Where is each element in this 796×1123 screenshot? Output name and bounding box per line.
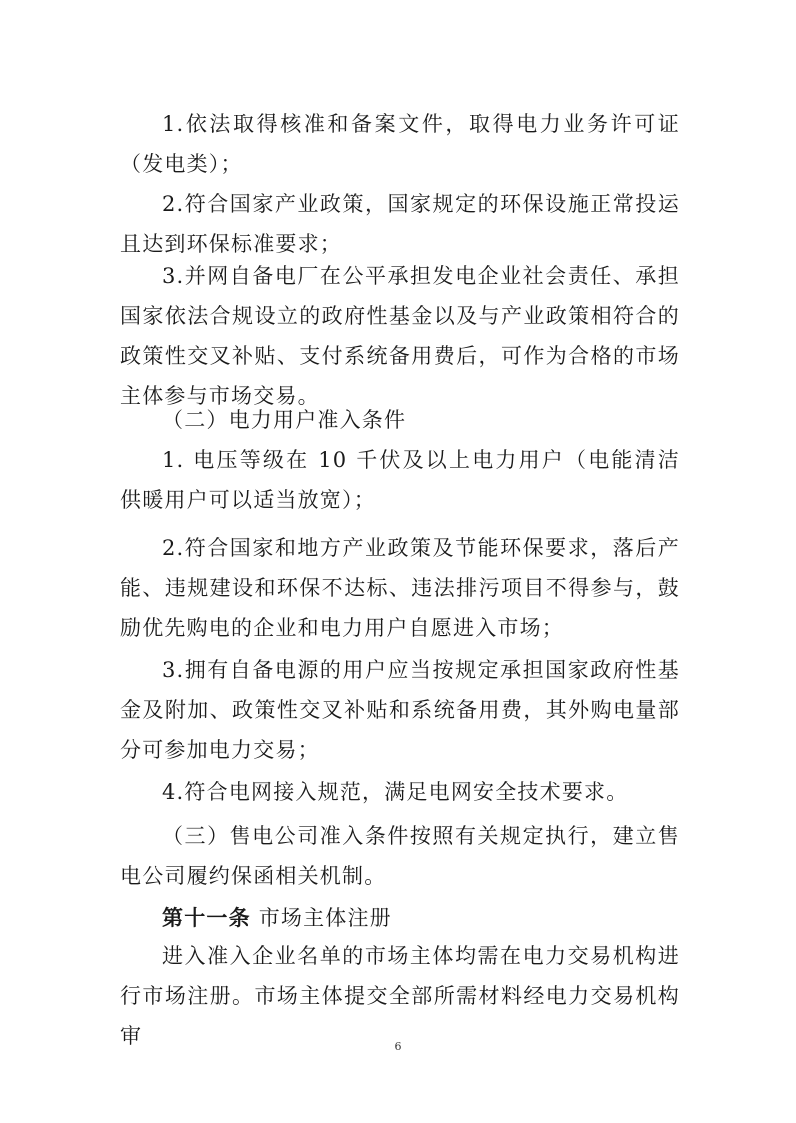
paragraph-generator-condition-1: 1.依法取得核准和备案文件，取得电力业务许可证（发电类）； (120, 112, 680, 176)
paragraph-registration: 进入准入企业名单的市场主体均需在电力交易机构进行市场注册。市场主体提交全部所需材料经电力交易机构审 (120, 944, 680, 1048)
section-heading-user-conditions: （二）电力用户准入条件 (162, 408, 407, 432)
paragraph-user-condition-2: 2.符合国家和地方产业政策及节能环保要求，落后产能、违规建设和环保不达标、违法排污项目不得参与，鼓励优先购电的企业和电力用户自愿进入市场； (120, 536, 680, 640)
paragraph-generator-condition-2: 2.符合国家产业政策，国家规定的环保设施正常投运且达到环保标准要求； (120, 192, 680, 256)
page-number: 6 (394, 1040, 402, 1053)
article-number: 第十一条 (162, 905, 251, 930)
article-title: 市场主体注册 (250, 906, 392, 930)
paragraph-user-condition-1: 1. 电压等级在 10 千伏及以上电力用户（电能清洁供暖用户可以适当放宽）； (120, 448, 680, 512)
paragraph-user-condition-3: 3.拥有自备电源的用户应当按规定承担国家政府性基金及附加、政策性交叉补贴和系统备用费，其外购电量部分可参加电力交易； (120, 658, 680, 762)
paragraph-user-condition-4: 4.符合电网接入规范，满足电网安全技术要求。 (162, 780, 629, 804)
paragraph-generator-condition-3: 3.并网自备电厂在公平承担发电企业社会责任、承担国家依法合规设立的政府性基金以及与产业政策相符合的政策性交叉补贴、支付系统备用费后，可作为合格的市场主体参与市场交易。 (120, 264, 680, 408)
article-heading (120, 898, 680, 938)
paragraph-retailer-conditions: （三）售电公司准入条件按照有关规定执行，建立售电公司履约保函相关机制。 (120, 824, 680, 888)
